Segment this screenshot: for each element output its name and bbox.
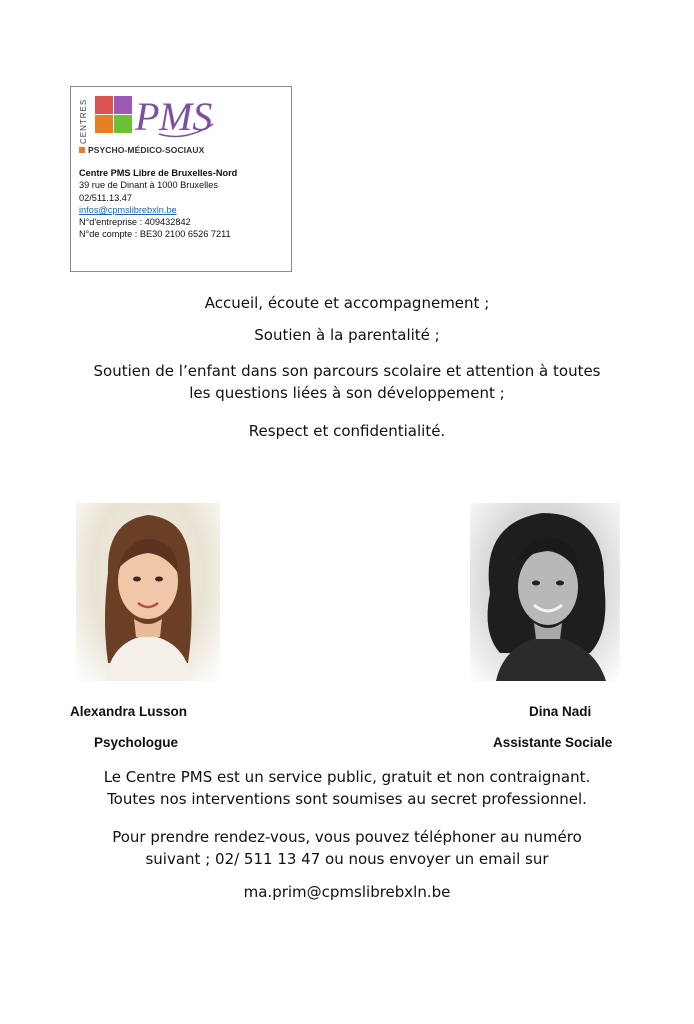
org-address: 39 rue de Dinant à 1000 Bruxelles (79, 180, 218, 191)
service-info-line-1: Le Centre PMS est un service public, gratuit et non contraignant. (103, 768, 591, 786)
appointment-line-1: Pour prendre rendez-vous, vous pouvez téléphoner au numéro (112, 828, 582, 846)
org-company-number: N°d'entreprise : 409432842 (79, 217, 191, 228)
logo-subtitle: PSYCHO-MÉDICO-SOCIAUX (79, 145, 204, 155)
service-info-line-2: Toutes nos interventions sont soumises au secret professionnel. (107, 790, 587, 808)
pms-logo (95, 94, 215, 144)
orange-square-icon (79, 147, 85, 153)
org-details (79, 167, 237, 241)
staff-role-2: Assistante Sociale (493, 735, 613, 750)
photo-dina-nadi (470, 503, 620, 681)
portrait-icon (470, 503, 620, 681)
mission-line-2: Soutien à la parentalité ; (254, 326, 440, 344)
svg-text:P: P (135, 94, 160, 139)
org-name: Centre PMS Libre de Bruxelles-Nord (79, 168, 238, 178)
org-phone: 02/511.13.47 (79, 192, 132, 203)
staff-name-1: Alexandra Lusson (70, 704, 188, 719)
org-account-number: N°de compte : BE30 2100 6526 7211 (79, 229, 231, 240)
logo-vertical-text: CENTRES (79, 98, 88, 144)
portrait-icon (76, 503, 220, 681)
photo-alexandra-lusson (76, 503, 220, 681)
contact-email[interactable]: ma.prim@cpmslibrebxln.be (243, 883, 451, 901)
staff-role-1: Psychologue (94, 735, 179, 750)
mission-line-3: Soutien de l’enfant dans son parcours scolaire et attention à toutes les questions liées à son développement ; (93, 362, 601, 402)
appointment-line-2: suivant ; 02/ 511 13 47 ou nous envoyer un email sur (145, 850, 549, 868)
org-email-link[interactable]: infos@cpmslibrebxln.be (79, 204, 177, 215)
service-info (40, 766, 654, 810)
staff-name-2: Dina Nadi (529, 704, 592, 719)
mission-line-1: Accueil, écoute et accompagnement ; (204, 294, 490, 312)
letterhead-box (70, 86, 292, 272)
mission-line-4: Respect et confidentialité. (248, 422, 446, 440)
appointment-info (40, 826, 654, 870)
svg-text:MS: MS (159, 94, 213, 139)
